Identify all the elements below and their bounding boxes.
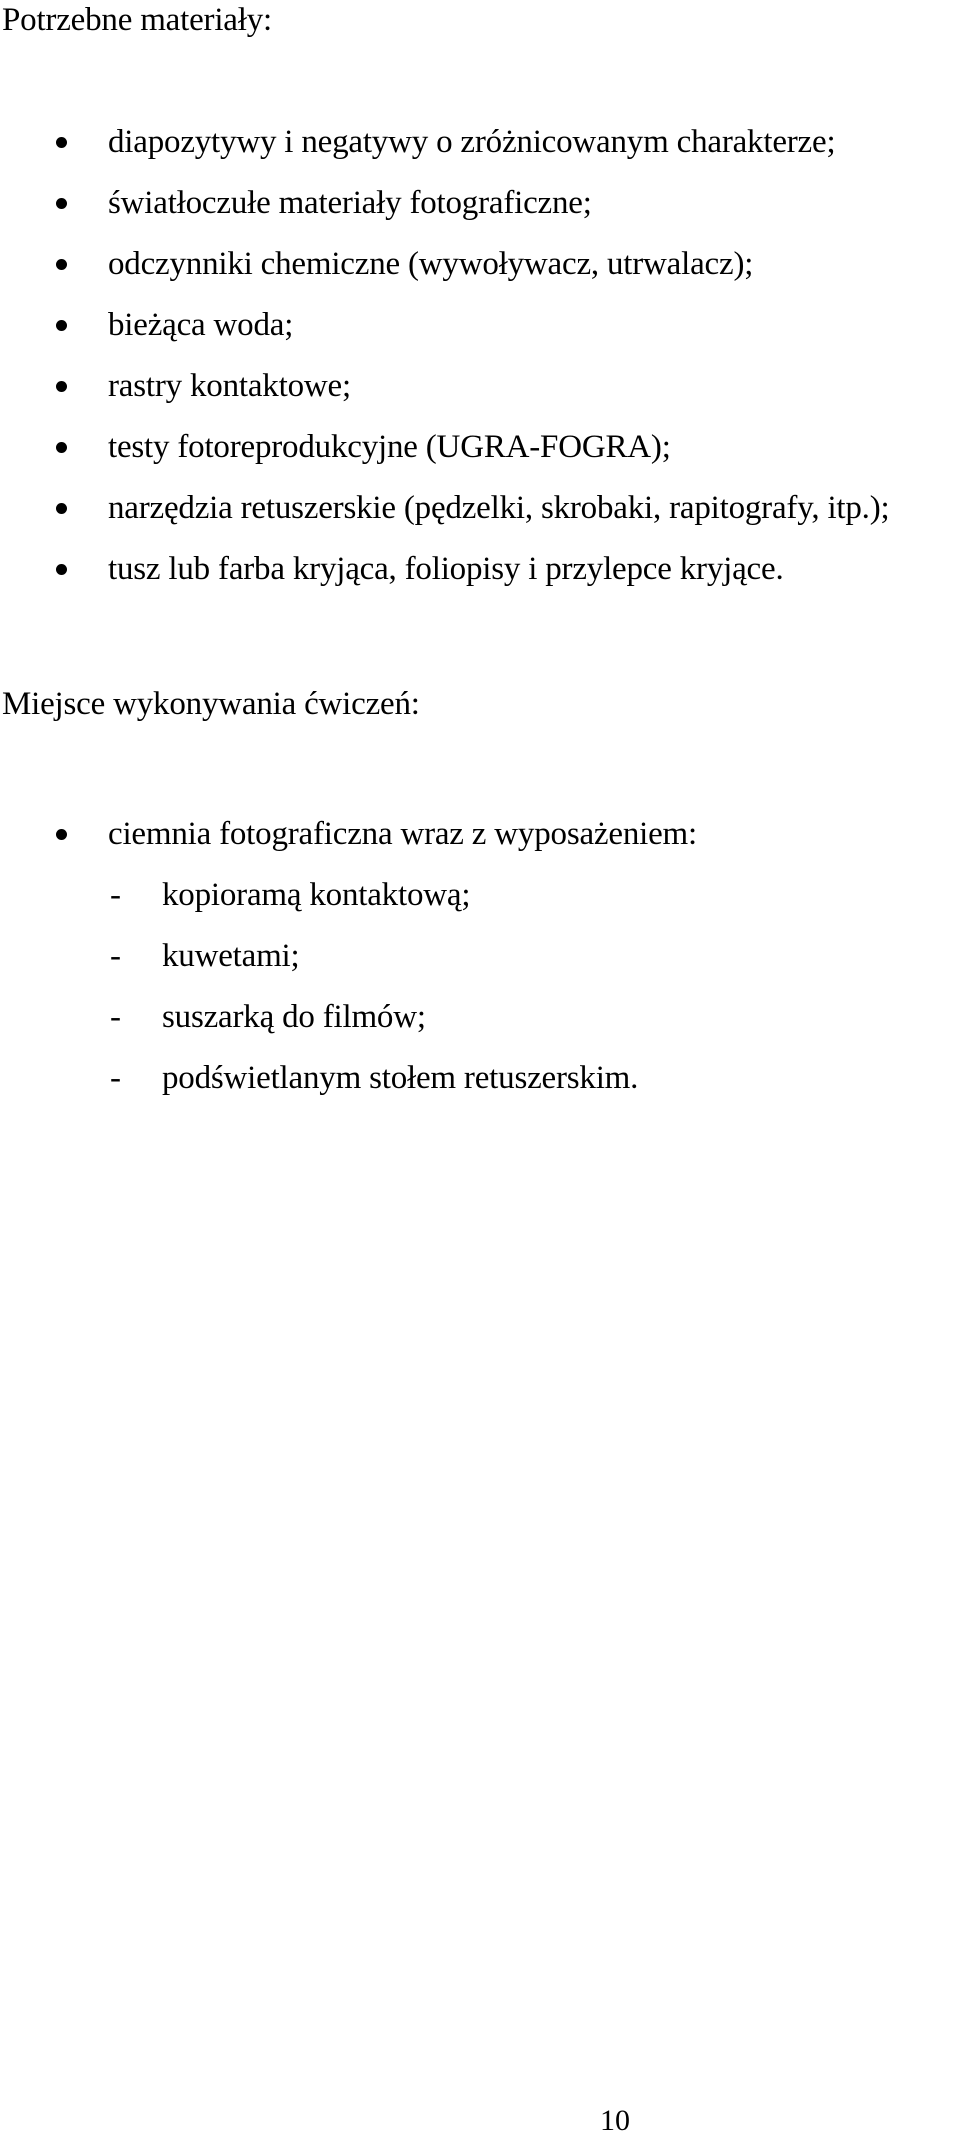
bullet-icon (56, 137, 67, 148)
bullet-icon (56, 259, 67, 270)
list-item-text: testy fotoreprodukcyjne (UGRA-FOGRA); (108, 429, 671, 465)
dash-marker: - (110, 1060, 121, 1096)
bullet-icon (56, 564, 67, 575)
list-item-text: rastry kontaktowe; (108, 368, 351, 404)
list-item-text: bieżąca woda; (108, 307, 294, 343)
sub-list-item-text: kuwetami; (162, 938, 300, 974)
list-item-text: tusz lub farba kryjąca, foliopisy i przylepce kryjące. (108, 551, 784, 587)
materials-heading: Potrzebne materiały: (2, 2, 272, 38)
list-item (0, 366, 960, 427)
workplace-heading: Miejsce wykonywania ćwiczeń: (2, 686, 420, 722)
bullet-icon (56, 320, 67, 331)
sub-list-item (0, 875, 960, 936)
dash-marker: - (110, 999, 121, 1035)
list-item (0, 305, 960, 366)
bullet-icon (56, 442, 67, 453)
bullet-icon (56, 503, 67, 514)
sub-list-item-text: suszarką do filmów; (162, 999, 426, 1035)
workplace-list (0, 814, 960, 1119)
page-number: 10 (600, 2104, 630, 2137)
list-item (0, 814, 960, 875)
list-item-text: narzędzia retuszerskie (pędzelki, skrobaki, rapitografy, itp.); (108, 490, 890, 526)
list-item-text: odczynniki chemiczne (wywoływacz, utrwalacz); (108, 246, 754, 282)
list-item-text: ciemnia fotograficzna wraz z wyposażeniem: (108, 816, 697, 852)
bullet-icon (56, 381, 67, 392)
materials-list (0, 122, 960, 610)
list-item (0, 488, 960, 549)
list-item (0, 427, 960, 488)
sub-list-item (0, 936, 960, 997)
sub-list-item (0, 1058, 960, 1119)
bullet-icon (56, 829, 67, 840)
list-item (0, 122, 960, 183)
dash-marker: - (110, 877, 121, 913)
sub-list-item-text: kopioramą kontaktową; (162, 877, 471, 913)
bullet-icon (56, 198, 67, 209)
sub-list-item (0, 997, 960, 1058)
sub-list-item-text: podświetlanym stołem retuszerskim. (162, 1060, 639, 1096)
list-item (0, 183, 960, 244)
list-item (0, 549, 960, 610)
dash-marker: - (110, 938, 121, 974)
list-item-text: światłoczułe materiały fotograficzne; (108, 185, 592, 221)
list-item (0, 244, 960, 305)
list-item-text: diapozytywy i negatywy o zróżnicowanym charakterze; (108, 124, 836, 160)
